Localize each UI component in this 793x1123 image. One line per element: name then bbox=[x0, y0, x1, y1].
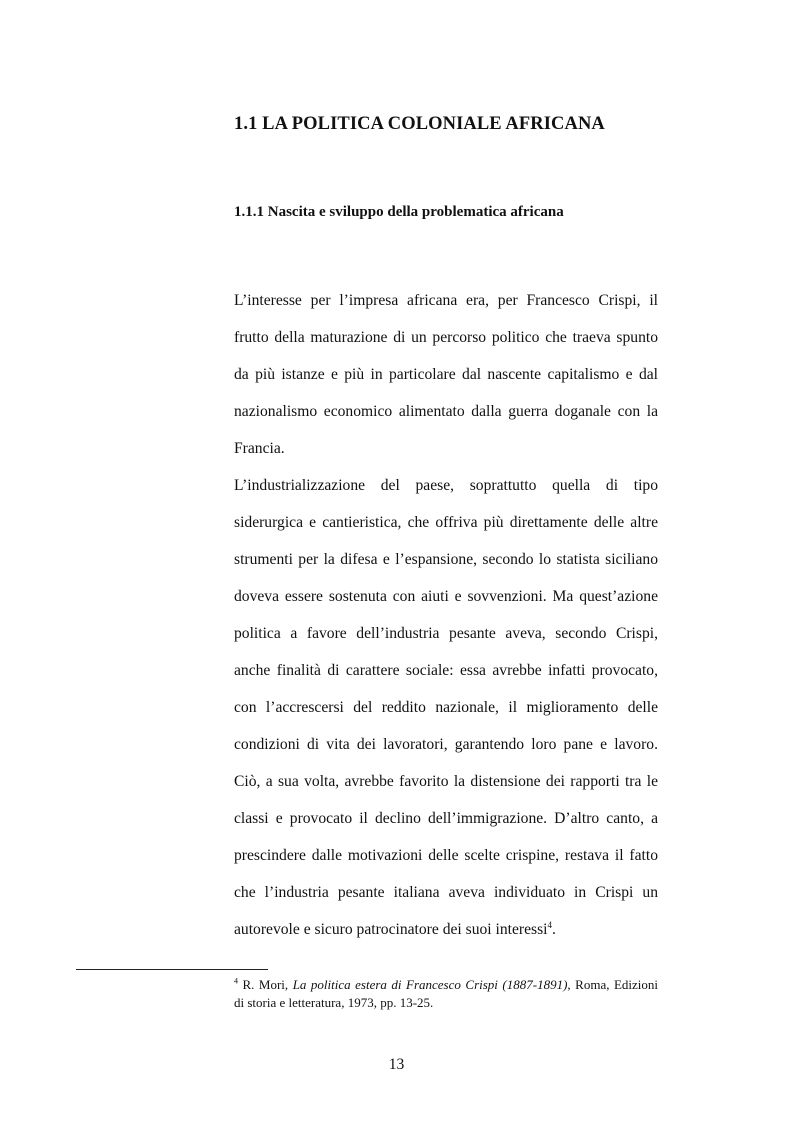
chapter-heading: 1.1 LA POLITICA COLONIALE AFRICANA bbox=[234, 114, 605, 134]
paragraph-last-line bbox=[234, 911, 658, 948]
footnote-publisher: , Roma, Edizioni bbox=[567, 977, 659, 992]
section-heading: 1.1.1 Nascita e sviluppo della problematica africana bbox=[234, 204, 564, 220]
paragraph-line: prescindere dalle motivazioni delle scelte crispine, restava il fatto bbox=[234, 847, 658, 864]
paragraph-line: L’industrializzazione del paese, soprattutto quella di tipo bbox=[234, 477, 658, 494]
footnote-work-title: La politica estera di Francesco Crispi (1887-1891) bbox=[292, 977, 568, 992]
paragraph-line: frutto della maturazione di un percorso politico che traeva spunto bbox=[234, 329, 658, 346]
paragraph-line: che l’industria pesante italiana aveva individuato in Crispi un bbox=[234, 884, 658, 901]
paragraph-line: siderurgica e cantieristica, che offriva più direttamente delle altre bbox=[234, 514, 658, 531]
paragraph-line: Francia. bbox=[234, 440, 285, 457]
paragraph-line: politica a favore dell’industria pesante aveva, secondo Crispi, bbox=[234, 625, 658, 642]
footnote-line bbox=[234, 976, 658, 994]
paragraph-line: classi e provocato il declino dell’immigrazione. D’altro canto, a bbox=[234, 810, 658, 827]
page-number: 13 bbox=[388, 1056, 405, 1073]
paragraph-line-text: autorevole e sicuro patrocinatore dei suoi interessi bbox=[234, 921, 548, 938]
footnote bbox=[234, 976, 658, 1012]
footnote-divider bbox=[76, 969, 268, 970]
paragraph-line: nazionalismo economico alimentato dalla guerra doganale con la bbox=[234, 403, 658, 420]
footnote-author: R. Mori, bbox=[238, 977, 293, 992]
paragraph-line: anche finalità di carattere sociale: essa avrebbe infatti provocato, bbox=[234, 662, 658, 679]
footnote-reference[interactable]: 4 bbox=[547, 919, 552, 930]
paragraph-line: strumenti per la difesa e l’espansione, secondo lo statista siciliano bbox=[234, 551, 658, 568]
paragraph-end: . bbox=[552, 921, 556, 938]
paragraph-line: da più istanze e più in particolare dal nascente capitalismo e dal bbox=[234, 366, 658, 383]
paragraph-line: L’interesse per l’impresa africana era, per Francesco Crispi, il bbox=[234, 292, 658, 309]
footnote-marker: 4 bbox=[234, 976, 238, 986]
footnote-line: di storia e letteratura, 1973, pp. 13-25. bbox=[234, 995, 434, 1010]
body-paragraph bbox=[234, 282, 658, 948]
paragraph-line: doveva essere sostenuta con aiuti e sovvenzioni. Ma quest’azione bbox=[234, 588, 658, 605]
paragraph-line: Ciò, a sua volta, avrebbe favorito la distensione dei rapporti tra le bbox=[234, 773, 658, 790]
paragraph-line: condizioni di vita dei lavoratori, garantendo loro pane e lavoro. bbox=[234, 736, 658, 753]
paragraph-line: con l’accrescersi del reddito nazionale, il miglioramento delle bbox=[234, 699, 658, 716]
